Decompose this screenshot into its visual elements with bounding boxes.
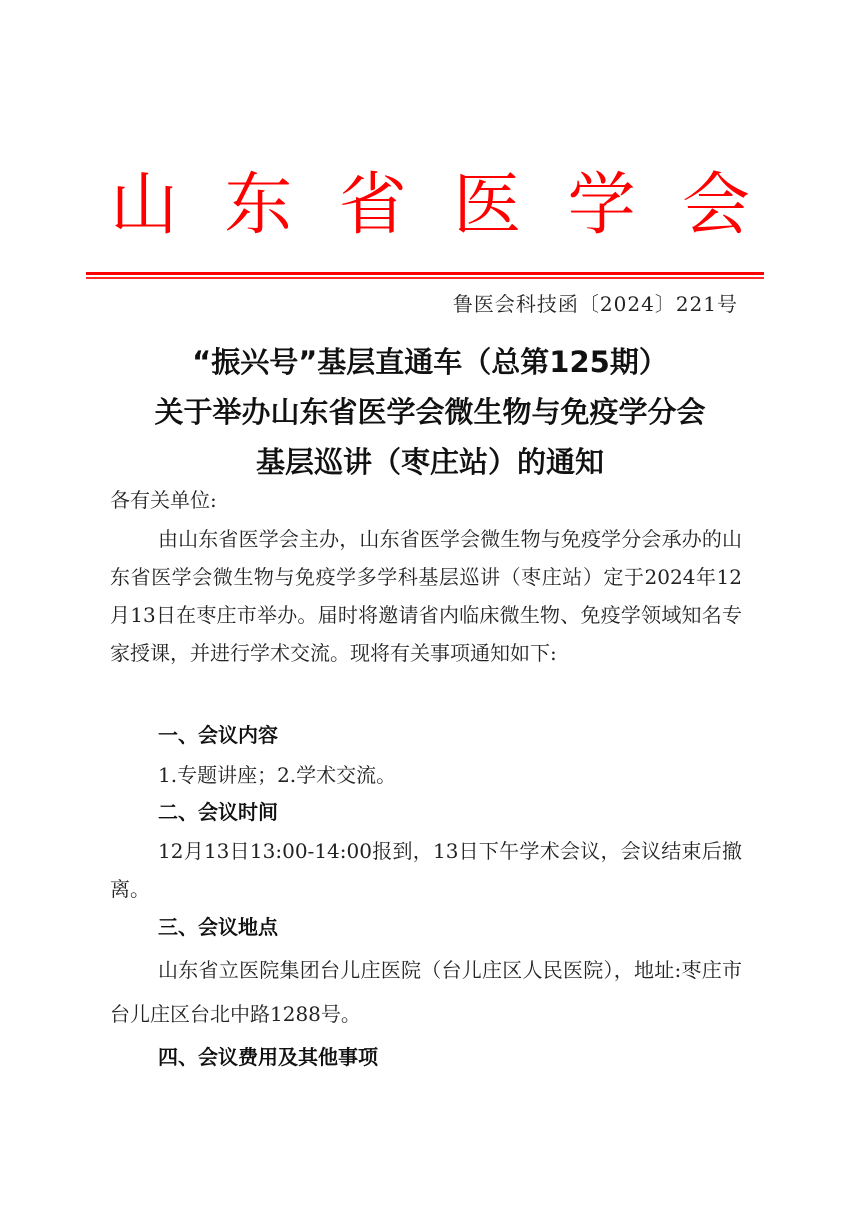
masthead-org-name <box>110 166 750 246</box>
masthead-char: 医 <box>453 166 522 245</box>
salutation: 各有关单位: <box>110 488 217 512</box>
masthead-char: 学 <box>567 166 636 245</box>
section-heading-1: 一、会议内容 <box>158 723 278 747</box>
red-divider-thick <box>86 272 764 275</box>
red-divider-thin <box>86 277 764 279</box>
masthead-char: 会 <box>681 166 750 245</box>
title-line-1: “振兴号”基层直通车（总第125期） <box>192 345 668 379</box>
section-heading-2: 二、会议时间 <box>158 800 278 824</box>
title-line-3: 基层巡讲（枣庄站）的通知 <box>255 445 604 479</box>
document-number: 鲁医会科技函〔2024〕221号 <box>452 292 738 316</box>
section-heading-3: 三、会议地点 <box>158 915 278 939</box>
masthead-char: 省 <box>338 166 407 245</box>
masthead-char: 东 <box>224 166 293 245</box>
section-heading-4: 四、会议费用及其他事项 <box>158 1045 378 1069</box>
intro-paragraph: 由山东省医学会主办，山东省医学会微生物与免疫学分会承办的山东省医学会微生物与免疫学多学科基层巡讲（枣庄站）定于2024年12月13日在枣庄市举办。届时将邀请省内临床微生物、免疫学领域知名专家授课，并进行学术交流。现将有关事项通知如下: <box>110 527 742 665</box>
section-body-2: 12月13日13:00-14:00报到，13日下午学术会议，会议结束后撤离。 <box>110 839 742 901</box>
title-line-2: 关于举办山东省医学会微生物与免疫学分会 <box>154 395 706 429</box>
section-body-3: 山东省立医院集团台儿庄医院（台儿庄区人民医院），地址:枣庄市台儿庄区台北中路1288号。 <box>110 958 742 1026</box>
masthead-char: 山 <box>110 166 179 245</box>
section-body-1: 1.专题讲座；2.学术交流。 <box>158 763 397 787</box>
